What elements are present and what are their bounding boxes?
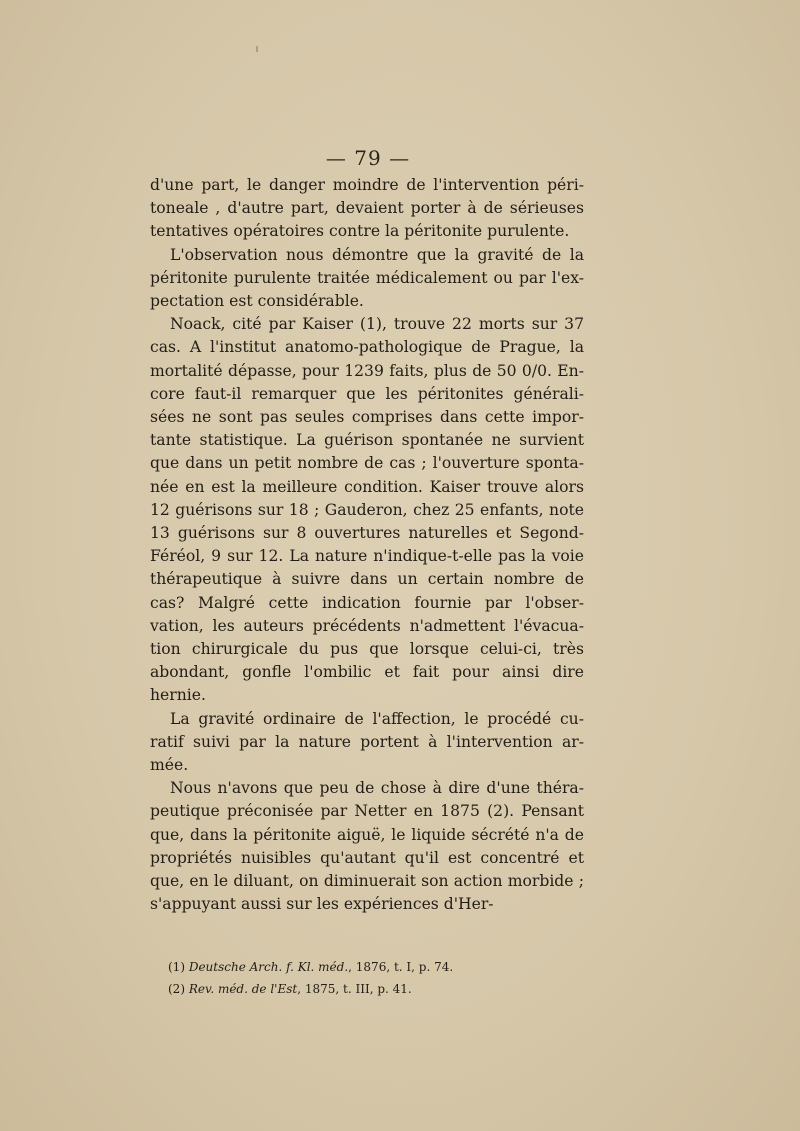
body-text [150, 174, 584, 917]
footnote-source: Deutsche Arch. f. Kl. méd. [188, 960, 349, 974]
ink-speck [256, 46, 258, 52]
footnote-mark: (2) [168, 982, 185, 996]
footnote-1 [168, 956, 588, 978]
paragraph-3: Noack, cité par Kaiser (1), trouve 22 morts sur 37 cas. A l'institut anatomo-pathologique de Prague, la mortalité dépasse, pour 1239 faits, plus de 50 0/0. En-core faut-il remarquer que les péritonites générali-sées ne sont pas seules comprises dans cette impor-tante statistique. La guérison spontanée ne survient que dans un petit nombre de cas ; l'ouverture sponta-née en est la meilleure condition. Kaiser trouve alors 12 guérisons sur 18 ; Gauderon, chez 25 enfants, note 13 guérisons sur 8 ouvertures naturelles et Segond-Féréol, 9 sur 12. La nature n'indique-t-elle pas la voie thérapeutique à suivre dans un certain nombre de cas? Malgré cette indication fournie par l'obser-vation, les auteurs précédents n'admettent l'évacua-tion chirurgicale du pus que lorsque celui-ci, très abondant, gonfle l'ombilic et fait pour ainsi dire hernie. [150, 315, 584, 705]
footnotes [168, 956, 588, 1000]
paragraph-1: d'une part, le danger moindre de l'intervention péri-toneale , d'autre part, devaient porter à de sérieuses tentatives opératoires contre la péritonite purulente. [150, 176, 584, 241]
footnote-2 [168, 978, 588, 1000]
paragraph-5: Nous n'avons que peu de chose à dire d'une théra-peutique préconisée par Netter en 1875 (2). Pensant que, dans la péritonite aiguë, le liquide sécrété n'a de propriétés nuisibles qu'autant qu'il est concentré et que, en le diluant, on diminuerait son action morbide ; s'appuyant aussi sur les expériences d'Her- [150, 779, 584, 914]
page-number: — 79 — [325, 146, 411, 170]
footnote-mark: (1) [168, 960, 185, 974]
paragraph-4: La gravité ordinaire de l'affection, le procédé cu-ratif suivi par la nature portent à l'intervention ar-mée. [150, 709, 584, 775]
paragraph-2: L'observation nous démontre que la gravité de la péritonite purulente traitée médicalement ou par l'ex-pectation est considérable. [150, 245, 584, 311]
footnote-details: , 1875, t. III, p. 41. [297, 982, 412, 996]
footnote-source: Rev. méd. de l'Est [188, 982, 298, 996]
footnote-details: , 1876, t. I, p. 74. [348, 960, 454, 974]
